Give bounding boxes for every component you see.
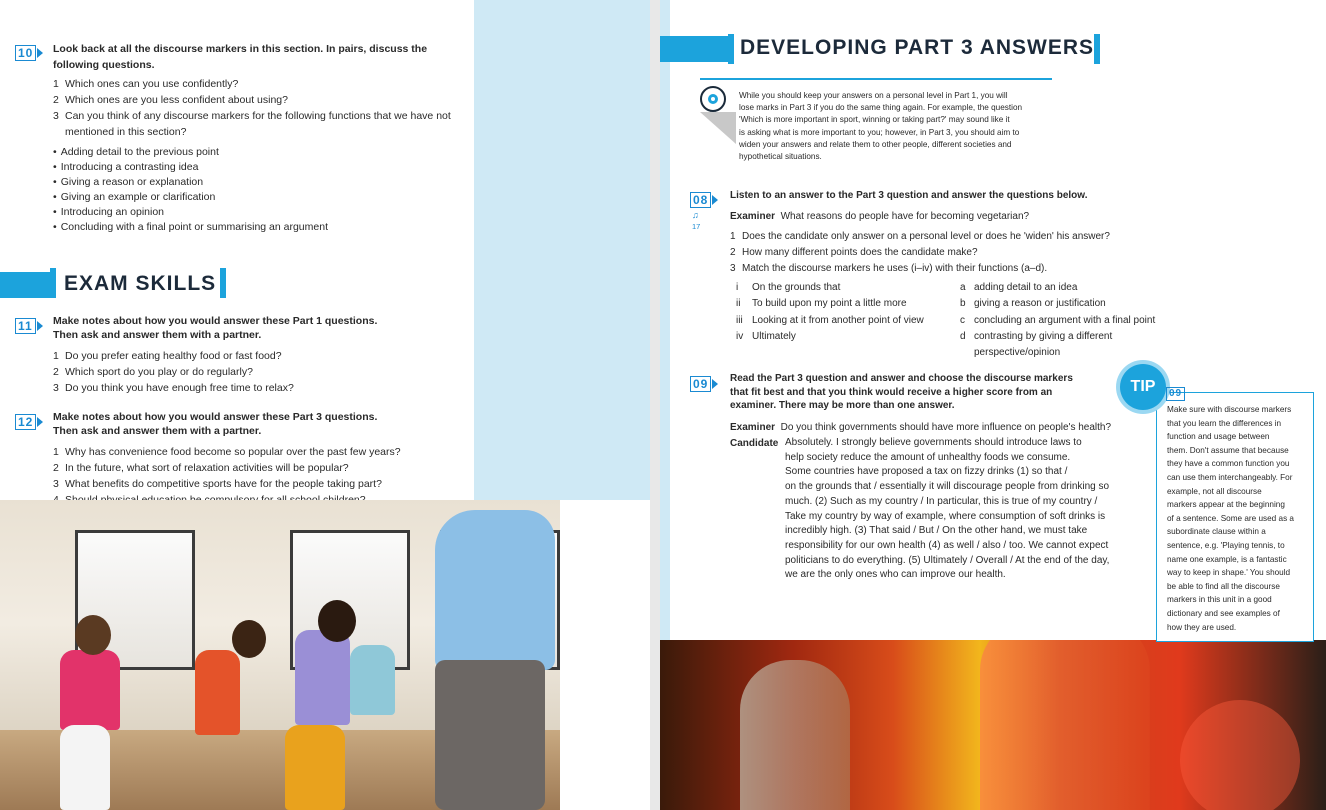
list-item: 2 How many different points does the candidate make?: [730, 247, 978, 258]
page-gutter: [650, 0, 660, 810]
list-item: • Introducing a contrasting idea: [53, 160, 453, 175]
section-bracket-left: [728, 34, 734, 64]
audio-icon[interactable]: ♫: [692, 210, 699, 220]
list-item: 2 Which sport do you play or do regularly?: [53, 366, 253, 378]
list-item: 3 Match the discourse markers he uses (i–iv) with their functions (a–d).: [730, 263, 1048, 274]
exercise-11-questions: [53, 348, 453, 396]
audio-track-number: 17: [692, 222, 701, 231]
soft-drink-bottles-photo: [660, 640, 1326, 810]
list-item: ii To build upon my point a little more: [736, 298, 907, 310]
list-item: • Adding detail to the previous point: [53, 145, 453, 160]
list-item: perspective/opinion: [974, 347, 1061, 359]
list-item: 1 Why has convenience food become so popular over the past few years?: [53, 446, 401, 458]
candidate-answer: Absolutely. I strongly believe governments should introduce laws to help society reduce the amount of unhealthy foods we consume. Some countries have proposed a tax on fizzy drinks (1) so that / on the grounds that / essentially it will discourage people from drinking so much. (2) Such as my country / In particular, this is true of my country / Take my country by way of example, where consumption of soft drinks is incredibly high. (3) That said / But / On the other hand, we must take responsibility for our own health (4) as well / also / too. We cannot expect politicians to do everything. (5) Ultimately / Overall / At the end of the day, we are the only ones who can improve our health.: [785, 437, 1110, 581]
exercise-08-number: 08: [690, 192, 718, 208]
exercise-08-questions: [730, 229, 1190, 277]
exercise-10-number: 10: [15, 45, 43, 61]
tip-badge: TIP: [1120, 364, 1166, 410]
section-bracket-right: [1094, 34, 1100, 64]
section-header-bar: [0, 272, 52, 298]
list-item: iv Ultimately: [736, 330, 796, 342]
developing-part3-title: DEVELOPING PART 3 ANSWERS: [740, 36, 1095, 59]
list-item: 2 Which ones are you less confident about using?: [53, 94, 288, 106]
exercise-11-number: 11: [15, 318, 43, 334]
left-page-accent-strip: [474, 0, 650, 500]
exercise-12-number: 12: [15, 414, 43, 430]
children-exercising-photo: [0, 500, 560, 810]
list-item: • Giving a reason or explanation: [53, 175, 453, 190]
examiner-prompt: Examiner What reasons do people have for becoming vegetarian?: [730, 211, 1030, 222]
list-item: 3 Can you think of any discourse markers for the following functions that we have not mentioned in this section?: [53, 110, 451, 138]
corner-triangle: [700, 112, 736, 144]
exam-skills-title: EXAM SKILLS: [64, 272, 217, 295]
section-header-bar: [660, 36, 730, 62]
functions-list: [960, 280, 1200, 361]
tip-text: Make sure with discourse markers that you learn the differences in function and usage between them. Don't assume that because they have a common function you can use them interchangeably. For example, not all discourse markers appear at the beginning of a sentence. Some are used as a subordinate clause within a sentence, e.g. 'Playing tennis, to name one example, is a fantastic way to keep in shape.' You should be able to find all the discourse markers in this unit in a good dictionary and see examples of how they are used.: [1167, 405, 1294, 632]
list-item: • Introducing an opinion: [53, 205, 453, 220]
intro-paragraph: While you should keep your answers on a personal level in Part 1, you will lose marks in Part 3 if you do the same thing again. For example, the question 'Which is more important in sport, winning or taking part?' may sound like it is asking what is more important to you; however, in Part 3, you should aim to widen your answers and relate them to other people, different societies and hypothetical situations.: [739, 91, 1023, 162]
exercise-12-instruction: Make notes about how you would answer these Part 3 questions. Then ask and answer them with a partner.: [53, 411, 378, 437]
list-item: 3 What benefits do competitive sports have for the people taking part?: [53, 478, 382, 490]
list-item: 1 Does the candidate only answer on a personal level or does he 'widen' his answer?: [730, 231, 1110, 242]
list-item: • Concluding with a final point or summarising an argument: [53, 220, 453, 235]
exercise-09-examiner: Examiner Do you think governments should have more influence on people's health?: [730, 422, 1112, 433]
exercise-09-number: 09: [690, 376, 718, 392]
list-item: i On the grounds that: [736, 282, 841, 293]
list-item: • Giving an example or clarification: [53, 190, 453, 205]
list-item: d contrasting by giving a different: [960, 330, 1113, 342]
exercise-10-instruction: Look back at all the discourse markers in this section. In pairs, discuss the following questions.: [53, 43, 428, 71]
exercise-10-questions: [53, 76, 463, 140]
discourse-markers-list: [736, 280, 951, 345]
tip-number: 09: [1166, 383, 1185, 401]
section-bracket-left: [50, 268, 56, 298]
exercise-09-instruction: Read the Part 3 question and answer and choose the discourse markers that fit best and that you think would receive a higher score from an examiner. There may be more than one answer.: [730, 373, 1073, 411]
list-item: 2 In the future, what sort of relaxation activities will be popular?: [53, 462, 349, 474]
list-item: 1 Which ones can you use confidently?: [53, 78, 239, 90]
list-item: iii Looking at it from another point of view: [736, 314, 924, 326]
list-item: 1 Do you prefer eating healthy food or fast food?: [53, 350, 282, 362]
target-icon: [700, 86, 726, 112]
exercise-11-instruction: Make notes about how you would answer these Part 1 questions. Then ask and answer them with a partner.: [53, 315, 378, 341]
intro-rule: [700, 78, 1052, 80]
exercise-10-functions-list: [53, 145, 453, 235]
left-page: [0, 0, 650, 810]
list-item: c concluding an argument with a final point: [960, 314, 1156, 326]
right-page-accent-strip: [660, 0, 670, 640]
list-item: b giving a reason or justification: [960, 298, 1106, 310]
exercise-08-instruction: Listen to an answer to the Part 3 question and answer the questions below.: [730, 190, 1088, 201]
section-bracket-right: [220, 268, 226, 298]
exercise-12-questions: [53, 444, 463, 508]
list-item: a adding detail to an idea: [960, 282, 1078, 293]
candidate-label: Candidate: [730, 438, 779, 449]
tip-box: [1156, 392, 1314, 642]
list-item: 3 Do you think you have enough free time to relax?: [53, 382, 294, 394]
